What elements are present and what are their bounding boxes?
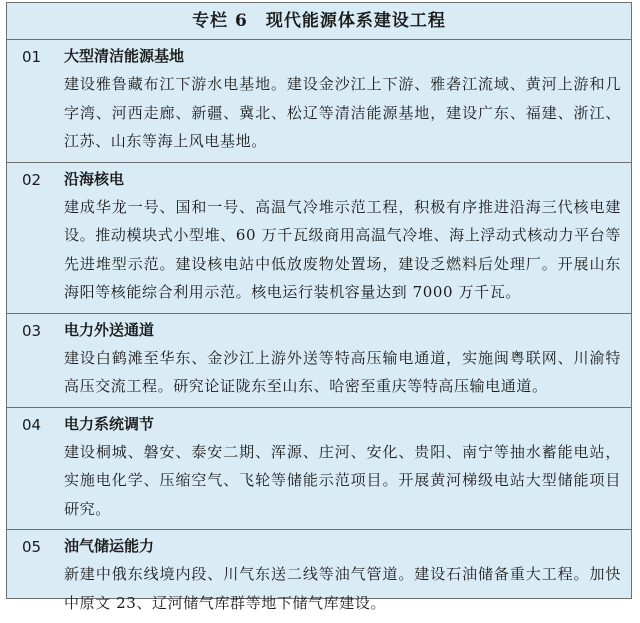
section-body: 建成华龙一号、国和一号、高温气冷堆示范工程，积极有序推进沿海三代核电建设。推动模块式小型堆、60 万千瓦级商用高温气冷堆、海上浮动式核动力平台等先进堆型示范。建设核电站中低放废物处置场，建设乏燃料后处理厂。开展山东海阳等核能综合利用示范。核电运行装机容量达到 7000 万千瓦。 bbox=[64, 197, 621, 301]
section-body: 建设白鹤滩至华东、金沙江上游外送等特高压输电通道，实施闽粤联网、川渝特高压交流工程。研究论证陇东至山东、哈密至重庆等特高压输电通道。 bbox=[64, 348, 621, 395]
energy-project-panel bbox=[6, 2, 632, 612]
section-coastal-nuclear bbox=[7, 163, 631, 314]
section-number: 03 bbox=[22, 321, 42, 340]
section-clean-energy-base bbox=[7, 40, 631, 163]
panel-title: 专栏 6 现代能源体系建设工程 bbox=[7, 3, 631, 40]
section-number: 05 bbox=[22, 538, 42, 556]
section-title: 电力外送通道 bbox=[64, 320, 155, 339]
section-title: 电力系统调节 bbox=[64, 414, 155, 433]
section-body: 新建中俄东线境内段、川气东送二线等油气管道。建设石油储备重大工程。加快中原文 23、辽河储气库群等地下储气库建设。 bbox=[64, 565, 621, 612]
section-title: 油气储运能力 bbox=[64, 537, 155, 555]
section-power-regulation bbox=[7, 408, 631, 531]
section-number: 01 bbox=[22, 48, 42, 66]
section-number: 02 bbox=[22, 170, 42, 189]
section-power-transmission bbox=[7, 314, 631, 408]
section-body: 建设雅鲁藏布江下游水电基地。建设金沙江上下游、雅砻江流域、黄河上游和几字湾、河西走廊、新疆、冀北、松辽等清洁能源基地，建设广东、福建、浙江、江苏、山东等海上风电基地。 bbox=[64, 75, 621, 150]
section-title: 沿海核电 bbox=[64, 169, 125, 188]
section-body: 建设桐城、磐安、泰安二期、浑源、庄河、安化、贵阳、南宁等抽水蓄能电站，实施电化学、压缩空气、飞轮等储能示范项目。开展黄河梯级电站大型储能项目研究。 bbox=[64, 442, 621, 518]
section-title: 大型清洁能源基地 bbox=[64, 47, 185, 65]
section-number: 04 bbox=[22, 415, 42, 434]
section-oil-gas-storage bbox=[7, 530, 631, 623]
